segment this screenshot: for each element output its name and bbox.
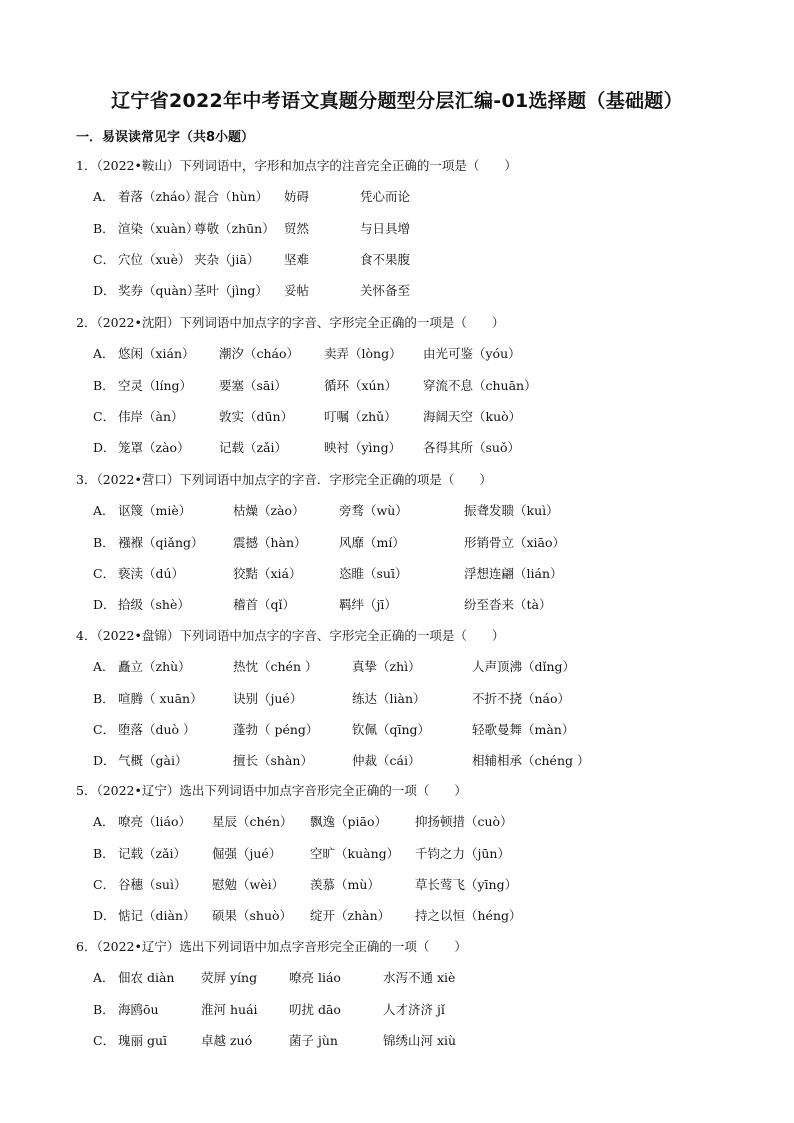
option-term: 渲染（xuàn） [118, 220, 199, 236]
page-title: 辽宁省2022年中考语文真题分题型分层汇编-01选择题（基础题） [111, 90, 683, 112]
option-term: 叨扰 dāo [289, 1001, 341, 1017]
option-term: 各得其所（suǒ） [423, 440, 520, 456]
option-term: 亵渎（dú） [118, 565, 185, 581]
option-label: A． [93, 814, 115, 830]
option-label: B． [93, 377, 115, 393]
option-label: C． [93, 565, 116, 581]
option-label: A． [93, 970, 115, 986]
option-term: 讴篾（miè） [118, 503, 192, 519]
option-term: 敦实（dūn） [219, 408, 294, 424]
option-term: 拾级（shè） [118, 597, 190, 613]
question-stem: 1．（2022•鞍山）下列词语中，字形和加点字的注音完全正确的一项是（ ） [76, 158, 517, 173]
option-label: A． [93, 659, 115, 675]
option-term: 奖券（quàn） [118, 283, 200, 299]
option-term: 倔强（jué） [212, 845, 282, 861]
option-term: 硕果（shuò） [212, 908, 293, 924]
option-term: 喧腾（ xuān） [118, 690, 203, 706]
option-term: 枯燥（zào） [233, 503, 305, 519]
question-stem: 6．（2022•辽宁）选出下列词语中加点字音形完全正确的一项（ ） [76, 939, 467, 954]
option-term: 真挚（zhì） [352, 659, 421, 675]
option-label: C． [93, 721, 116, 737]
option-term: 叮嘱（zhǔ） [324, 408, 397, 424]
option-term: 凭心而论 [360, 189, 411, 205]
option-term: 潮汐（cháo） [219, 346, 300, 362]
option-term: 海阔天空（kuò） [423, 408, 522, 424]
option-term: 空旷（kuàng） [310, 845, 400, 861]
option-term: 相辅相承（chéng ） [472, 753, 590, 769]
option-label: C． [93, 251, 116, 267]
question-stem: 5．（2022•辽宁）选出下列词语中加点字音形完全正确的一项（ ） [76, 783, 467, 798]
option-term: 千钧之力（jūn） [415, 845, 510, 861]
option-label: A． [93, 503, 115, 519]
option-label: C． [93, 1032, 116, 1048]
option-label: C． [93, 408, 116, 424]
option-term: 尊敬（zhūn） [194, 220, 275, 236]
option-term: 食不果腹 [360, 251, 411, 267]
option-term: 妨碍 [284, 189, 310, 205]
option-term: 伟岸（àn） [118, 408, 184, 424]
option-term: 循环（xún） [324, 377, 398, 393]
option-term: 练达（liàn） [352, 690, 426, 706]
option-term: 振聋发聩（kuì） [464, 503, 559, 519]
option-term: 瑰丽 guī [118, 1032, 168, 1048]
option-term: 热忱（chén ） [233, 659, 318, 675]
option-term: 与日具增 [360, 220, 411, 236]
option-label: D． [93, 283, 116, 299]
option-term: 混合（hùn） [194, 189, 269, 205]
option-term: 坚难 [284, 251, 310, 267]
option-term: 佃农 diàn [118, 970, 175, 986]
option-term: 嘹亮（liáo） [118, 814, 191, 830]
option-term: 恣睢（suī） [339, 565, 408, 581]
option-term: 穿流不息（chuān） [423, 377, 537, 393]
option-label: B． [93, 534, 115, 550]
option-term: 茎叶（jìng） [194, 283, 268, 299]
option-term: 荧屏 yíng [201, 970, 258, 986]
option-term: 穴位（xuè） [118, 251, 191, 267]
option-label: B． [93, 690, 115, 706]
option-term: 蓬勃（ péng） [233, 721, 319, 737]
option-term: 卖弄（lòng） [324, 346, 402, 362]
option-term: 堕落（duò ） [118, 721, 196, 737]
option-term: 海鸥ōu [118, 1001, 159, 1017]
option-term: 诀别（jué） [233, 690, 303, 706]
option-term: 羡慕（mù） [310, 876, 380, 892]
option-term: 人声顶沸（dǐng） [472, 659, 576, 675]
option-term: 仲裁（cái） [352, 753, 421, 769]
option-term: 浮想连翩（lián） [464, 565, 563, 581]
option-term: 草长莺飞（yīng） [415, 876, 518, 892]
option-label: C． [93, 876, 116, 892]
option-term: 擅长（shàn） [233, 753, 313, 769]
option-term: 星辰（chén） [212, 814, 293, 830]
option-term: 贸然 [284, 220, 310, 236]
option-term: 形销骨立（xiāo） [464, 534, 566, 550]
option-term: 持之以恒（héng） [415, 908, 522, 924]
option-label: D． [93, 597, 116, 613]
option-term: 记载（zǎi） [118, 845, 187, 861]
question-stem: 2．（2022•沈阳）下列词语中加点字的字音、字形完全正确的一项是（ ） [76, 315, 505, 330]
option-term: 风靡（mí） [339, 534, 405, 550]
option-term: 要塞（sāi） [219, 377, 287, 393]
option-label: B． [93, 1001, 115, 1017]
option-term: 飘逸（piāo） [310, 814, 387, 830]
option-term: 悠闲（xián） [118, 346, 195, 362]
option-term: 襁褓（qiǎng） [118, 534, 204, 550]
option-term: 夹杂（jiā） [194, 251, 260, 267]
option-term: 笼罩（zào） [118, 440, 190, 456]
option-term: 映衬（yìng） [324, 440, 402, 456]
option-term: 人才济济 jǐ [383, 1001, 445, 1017]
option-label: A． [93, 189, 115, 205]
option-term: 震撼（hàn） [233, 534, 307, 550]
option-term: 妥帖 [284, 283, 310, 299]
option-label: B． [93, 220, 115, 236]
option-label: D． [93, 440, 116, 456]
option-term: 淮河 huái [201, 1001, 258, 1017]
option-term: 锦绣山河 xiù [383, 1032, 457, 1048]
option-term: 绽开（zhàn） [310, 908, 391, 924]
question-stem: 4．（2022•盘锦）下列词语中加点字的字音、字形完全正确的一项是（ ） [76, 628, 505, 643]
option-term: 钦佩（qīng） [352, 721, 431, 737]
option-term: 气概（gài） [118, 753, 188, 769]
option-term: 卓越 zuó [201, 1032, 253, 1048]
option-term: 狡黠（xiá） [233, 565, 302, 581]
section-heading: 一．易误读常见字（共8小题） [76, 130, 255, 145]
option-term: 空灵（líng） [118, 377, 193, 393]
option-term: 旁骛（wù） [339, 503, 408, 519]
option-term: 不折不挠（náo） [472, 690, 571, 706]
option-term: 纷至沓来（tà） [464, 597, 552, 613]
option-term: 记载（zǎi） [219, 440, 288, 456]
option-term: 慰勉（wèi） [212, 876, 285, 892]
option-term: 嘹亮 liáo [289, 970, 341, 986]
option-term: 稽首（qǐ） [233, 597, 295, 613]
option-label: A． [93, 346, 115, 362]
option-term: 惦记（diàn） [118, 908, 196, 924]
option-label: B． [93, 845, 115, 861]
option-term: 着落（zháo） [118, 189, 198, 205]
option-term: 轻歌曼舞（màn） [472, 721, 575, 737]
option-label: D． [93, 908, 116, 924]
option-term: 菌子 jùn [289, 1032, 338, 1048]
option-term: 矗立（zhù） [118, 659, 191, 675]
option-term: 关怀备至 [360, 283, 411, 299]
option-term: 谷穗（suì） [118, 876, 187, 892]
option-label: D． [93, 753, 116, 769]
question-stem: 3．（2022•营口）下列词语中加点字的字音．字形完全正确的项是（ ） [76, 472, 492, 487]
option-term: 水泻不通 xiè [383, 970, 456, 986]
option-term: 由光可鉴（yóu） [423, 346, 521, 362]
option-term: 羁绊（jī） [339, 597, 397, 613]
option-term: 抑扬顿措（cuò） [415, 814, 513, 830]
